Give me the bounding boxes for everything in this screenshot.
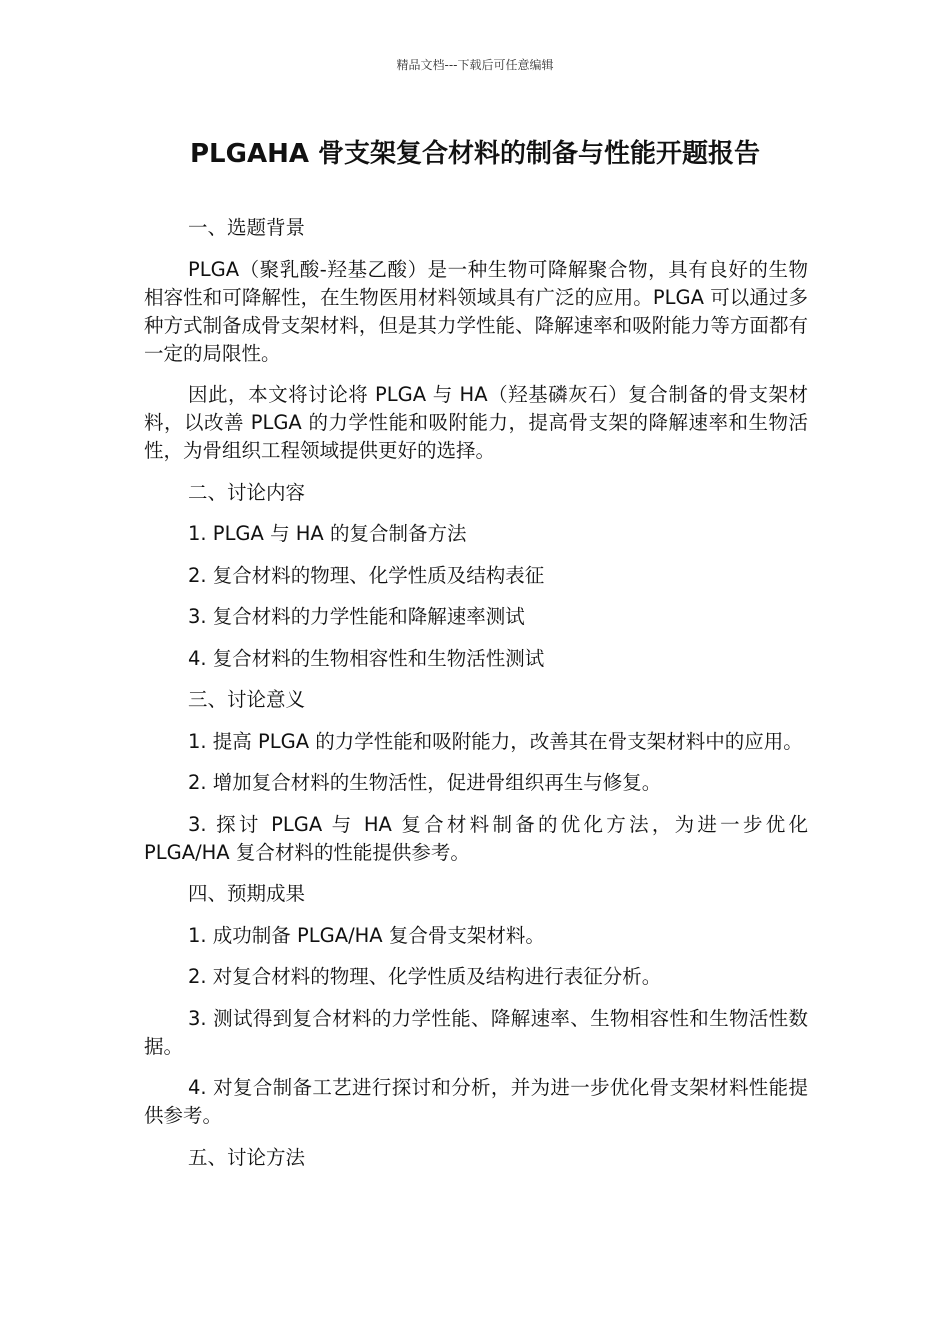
document-body (144, 214, 808, 1185)
list-item: 2. 复合材料的物理、化学性质及结构表征 (188, 563, 545, 587)
list-item: 3. 探讨 PLGA 与 HA 复合材料制备的优化方法，为进一步优化 PLGA/HA 复合材料的性能提供参考。 (144, 812, 808, 864)
paragraph-plga-intro: PLGA（聚乳酸-羟基乙酸）是一种生物可降解聚合物，具有良好的生物相容性和可降解性，在生物医用材料领域具有广泛的应用。PLGA 可以通过多种方式制备成骨支架材料，但是其力学性能、降解速率和吸附能力等方面都有一定的局限性。 (144, 257, 808, 365)
list-item: 4. 复合材料的生物相容性和生物活性测试 (188, 646, 545, 670)
list-item: 1. 提高 PLGA 的力学性能和吸附能力，改善其在骨支架材料中的应用。 (188, 729, 803, 753)
header-note: 精品文档---下载后可任意编辑 (396, 58, 554, 72)
section-heading-expected-results: 四、预期成果 (188, 882, 306, 905)
section-heading-methods: 五、讨论方法 (188, 1145, 306, 1169)
document-title: PLGAHA 骨支架复合材料的制备与性能开题报告 (189, 139, 761, 169)
list-item: 1. PLGA 与 HA 的复合制备方法 (188, 522, 467, 545)
list-item: 3. 复合材料的力学性能和降解速率测试 (188, 605, 525, 628)
section-heading-significance: 三、讨论意义 (188, 688, 306, 711)
paragraph-plga-ha-purpose: 因此，本文将讨论将 PLGA 与 HA（羟基磷灰石）复合制备的骨支架材料，以改善 PLGA 的力学性能和吸附能力，提高骨支架的降解速率和生物活性，为骨组织工程领域提供更好的选择。 (144, 383, 808, 462)
section-heading-content: 二、讨论内容 (188, 480, 306, 504)
section-heading-background: 一、选题背景 (188, 216, 306, 239)
list-item: 2. 增加复合材料的生物活性，促进骨组织再生与修复。 (188, 771, 662, 794)
list-item: 3. 测试得到复合材料的力学性能、降解速率、生物相容性和生物活性数据。 (144, 1006, 808, 1058)
list-item: 1. 成功制备 PLGA/HA 复合骨支架材料。 (188, 923, 545, 947)
list-item: 4. 对复合制备工艺进行探讨和分析，并为进一步优化骨支架材料性能提供参考。 (144, 1076, 808, 1127)
list-item: 2. 对复合材料的物理、化学性质及结构进行表征分析。 (188, 965, 662, 988)
